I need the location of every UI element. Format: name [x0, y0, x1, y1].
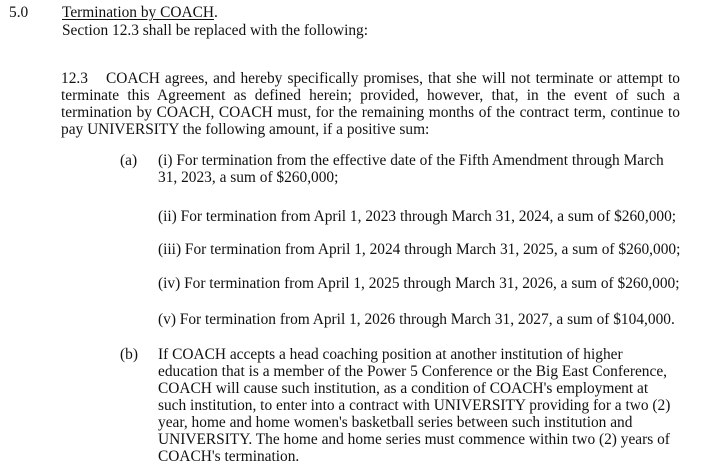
termination-item-iii: (iii) For termination from April 1, 2024 through March 31, 2025, a sum of $260,000; [158, 241, 681, 258]
subsection-b-text: If COACH accepts a head coaching position at another institution of higher education that is a member of the Power 5 Conference or the Big East Conference, COACH will cause such institution, as a condition of COACH's employment at such institution, to enter into a contract with UNIVERSITY providing for a two (2) year, home and home women's basketball series between such institution and UNIVERSITY. The home and home series must commence within two (2) years of COACH's termination. [158, 346, 671, 465]
subsection-b-label: (b) [120, 346, 138, 363]
clause-text: COACH agrees, and hereby specifically promises, that she will not terminate or attempt to terminate this Agreement as defined herein; provided, however, that, in the event of such a termination by COACH, COACH must, for the remaining months of the contract term, continue to pay UNIVERSITY the following amount, if a positive sum: [61, 70, 680, 138]
termination-item-iv: (iv) For termination from April 1, 2025 through March 31, 2026, a sum of $260,000; [158, 275, 680, 292]
section-intro: Section 12.3 shall be replaced with the following: [62, 22, 369, 39]
section-heading: Termination by COACH [62, 4, 214, 21]
section-heading-period: . [214, 4, 218, 21]
clause-12-3 [61, 70, 680, 138]
subsection-a-label: (a) [120, 152, 138, 169]
clause-number: 12.3 [61, 70, 88, 87]
termination-item-ii: (ii) For termination from April 1, 2023 through March 31, 2024, a sum of $260,000; [158, 208, 677, 225]
termination-item-v: (v) For termination from April 1, 2026 through March 31, 2027, a sum of $104,000. [158, 311, 675, 328]
termination-item-i: (i) For termination from the effective date of the Fifth Amendment through March 31, 2023, a sum of $260,000; [158, 152, 664, 186]
section-number: 5.0 [9, 4, 29, 21]
